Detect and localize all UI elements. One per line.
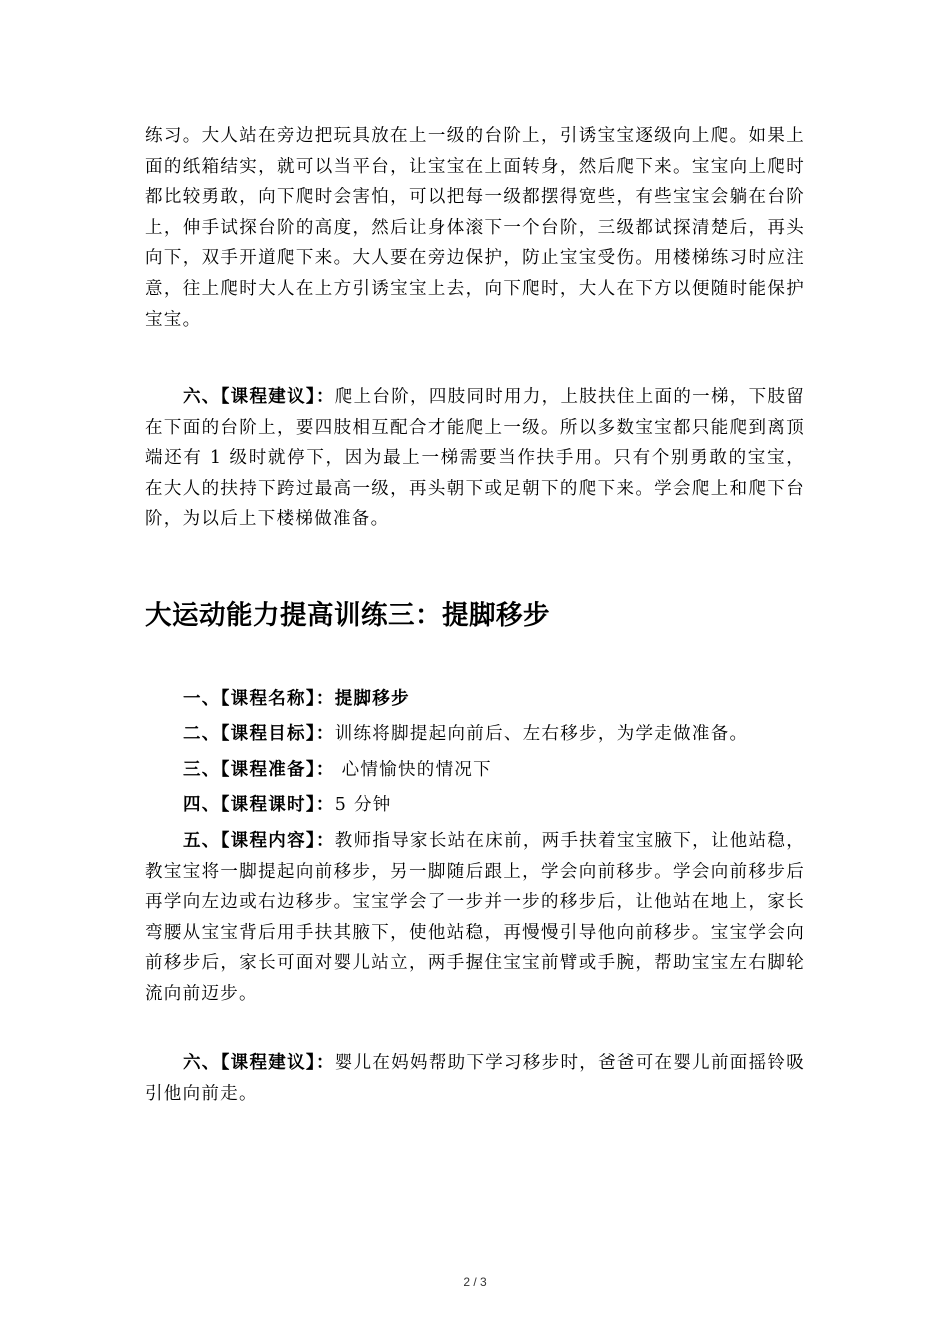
course-content-text: 教师指导家长站在床前，两手扶着宝宝腋下，让他站稳，教宝宝将一脚提起向前移步，另一脚随后跟上，学会向前移步。学会向前移步后再学向左边或右边移步。宝宝学会了一步并一步的移步后，让他站在地上，家长弯腰从宝宝背后用手扶其腋下，使他站稳，再慢慢引导他向前移步。宝宝学会向前移步后，家长可面对婴儿站立，两手握住宝宝前臂或手腕，帮助宝宝左右脚轮流向前迈步。 — [145, 831, 805, 1004]
course-suggestion-text: 婴儿在妈妈帮助下学习移步时，爸爸可在婴儿前面摇铃吸引他向前走。 — [145, 1053, 805, 1104]
text-previous-suggestion: 爬上台阶，四肢同时用力，上肢扶住上面的一梯，下肢留在下面的台阶上，要四肢相互配合才能爬上一级。所以多数宝宝都只能爬到离顶端还有 1 级时就停下，因为最上一梯需要当作扶手用。只有个别勇敢的宝宝，在大人的扶持下跨过最高一级，再头朝下或足朝下的爬下来。学会爬上和爬下台阶，为以后上下楼梯做准备。 — [145, 387, 805, 530]
label-previous-suggestion: 六、【课程建议】： — [183, 387, 335, 407]
course-suggestion-label: 六、【课程建议】： — [183, 1053, 335, 1073]
course-duration-label: 四、【课程课时】： — [183, 795, 335, 815]
paragraph-continued: 练习。大人站在旁边把玩具放在上一级的台阶上，引诱宝宝逐级向上爬。如果上面的纸箱结实，就可以当平台，让宝宝在上面转身，然后爬下来。宝宝向上爬时都比较勇敢，向下爬时会害怕，可以把每一级都摆得宽些，有些宝宝会躺在台阶上，伸手试探台阶的高度，然后让身体滚下一个台阶，三级都试探清楚后，再头向下，双手开道爬下来。大人要在旁边保护，防止宝宝受伤。用楼梯练习时应注意，往上爬时大人在上方引诱宝宝上去，向下爬时，大人在下方以便随时能保护宝宝。 — [145, 126, 805, 330]
page-number: 2 / 3 — [463, 1275, 487, 1289]
course-prep-value: 心情愉快的情况下 — [334, 760, 492, 780]
course-goal-label: 二、【课程目标】： — [183, 724, 335, 744]
course-name-value: 提脚移步 — [334, 689, 410, 709]
course-suggestion-paragraph — [145, 1048, 805, 1109]
course-content-label: 五、【课程内容】： — [183, 831, 335, 851]
course-name-line — [183, 684, 410, 714]
course-duration-value: 5 分钟 — [334, 795, 392, 815]
course-content-paragraph — [145, 826, 805, 1010]
section-heading: 大运动能力提高训练三：提脚移步 — [145, 600, 550, 631]
course-prep-label: 三、【课程准备】： — [183, 760, 335, 780]
course-goal-value: 训练将脚提起向前后、左右移步，为学走做准备。 — [334, 724, 749, 744]
paragraph-previous-suggestion — [145, 382, 805, 535]
course-prep-line — [183, 755, 492, 785]
course-duration-line — [183, 790, 392, 820]
course-name-label: 一、【课程名称】： — [183, 689, 335, 709]
course-goal-line — [183, 719, 748, 749]
